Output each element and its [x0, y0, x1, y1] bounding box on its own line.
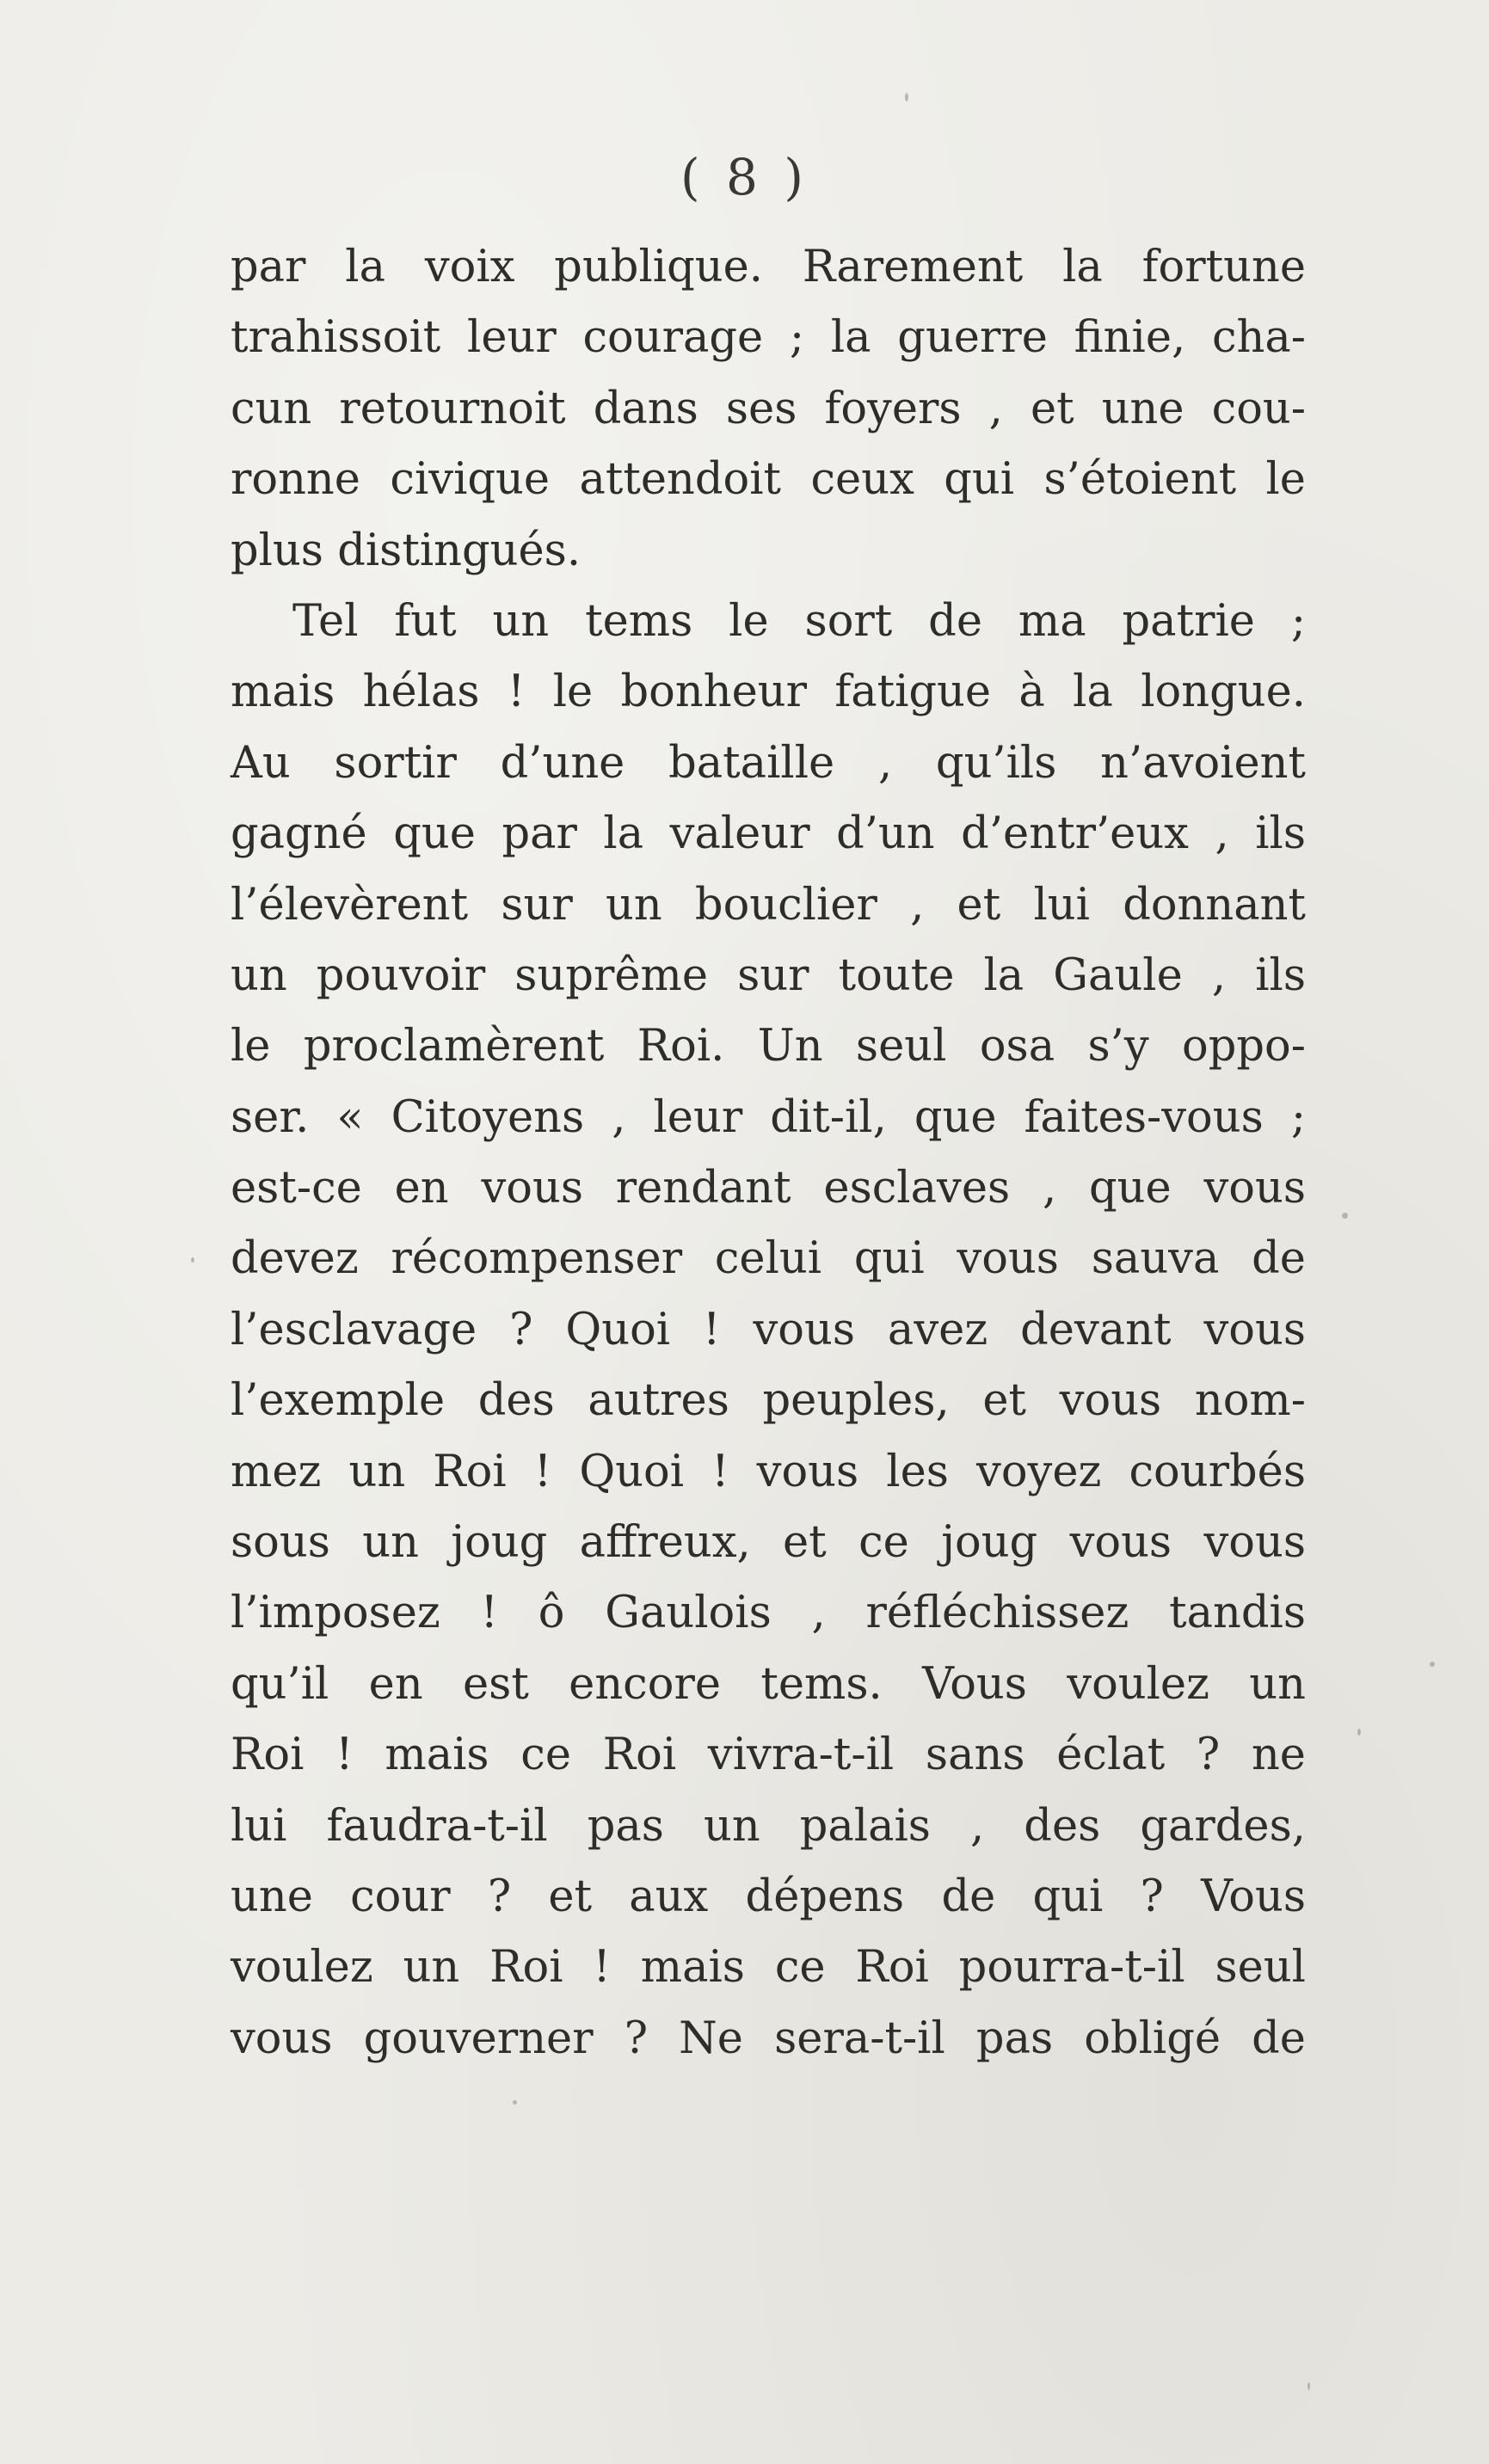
text-line: l’esclavage ? Quoi ! vous avez devant vous — [231, 1304, 1306, 1355]
text-line: sous un joug affreux, et ce joug vous vous — [231, 1517, 1306, 1569]
paper-speck — [905, 93, 908, 101]
paper-speck — [1430, 1662, 1435, 1667]
text-line: une cour ? et aux dépens de qui ? Vous — [231, 1871, 1306, 1922]
text-line: qu’il en est encore tems. Vous voulez un — [231, 1658, 1306, 1710]
text-line: Tel fut un tems le sort de ma patrie ; — [292, 595, 1306, 647]
text-line: voulez un Roi ! mais ce Roi pourra-t-il seul — [231, 1942, 1306, 1994]
paper-speck — [191, 1257, 194, 1263]
text-line: l’imposez ! ô Gaulois , réfléchissez tandis — [231, 1588, 1306, 1639]
text-line: un pouvoir suprême sur toute la Gaule , ils — [231, 949, 1306, 1001]
text-line: cun retournoit dans ses foyers , et une cou- — [231, 383, 1306, 434]
text-line: gagné que par la valeur d’un d’entr’eux , ils — [231, 808, 1306, 860]
page-number: ( 8 ) — [680, 148, 809, 206]
paper-speck — [1357, 1729, 1361, 1736]
text-line: par la voix publique. Rarement la fortune — [231, 242, 1306, 292]
text-line: Au sortir d’une bataille , qu’ils n’avoient — [231, 737, 1306, 789]
text-line: devez récompenser celui qui vous sauva de — [231, 1233, 1306, 1285]
text-line: le proclamèrent Roi. Un seul osa s’y oppo- — [231, 1021, 1306, 1072]
paper-speck — [513, 2100, 517, 2105]
text-line: est-ce en vous rendant esclaves , que vous — [231, 1163, 1306, 1214]
paper-speck — [1342, 1213, 1348, 1219]
text-line: lui faudra-t-il pas un palais , des gardes, — [231, 1800, 1306, 1852]
text-line: mez un Roi ! Quoi ! vous les voyez courbés — [231, 1446, 1306, 1497]
text-line: plus distingués. — [231, 525, 581, 576]
body-text — [231, 232, 1306, 2074]
text-line: l’exemple des autres peuples, et vous nom- — [231, 1375, 1306, 1427]
text-line: mais hélas ! le bonheur fatigue à la longue. — [231, 667, 1306, 718]
text-line: ronne civique attendoit ceux qui s’étoient le — [231, 454, 1306, 506]
text-line: ser. « Citoyens , leur dit-il, que faites-vous ; — [231, 1091, 1306, 1143]
text-line: trahissoit leur courage ; la guerre finie, cha- — [231, 312, 1306, 364]
text-line: l’élevèrent sur un bouclier , et lui donnant — [231, 879, 1306, 931]
text-line: vous gouverner ? Ne sera-t-il pas obligé de — [231, 2012, 1306, 2064]
text-line: Roi ! mais ce Roi vivra-t-il sans éclat ? ne — [231, 1730, 1306, 1781]
paper-speck — [1307, 2382, 1310, 2390]
